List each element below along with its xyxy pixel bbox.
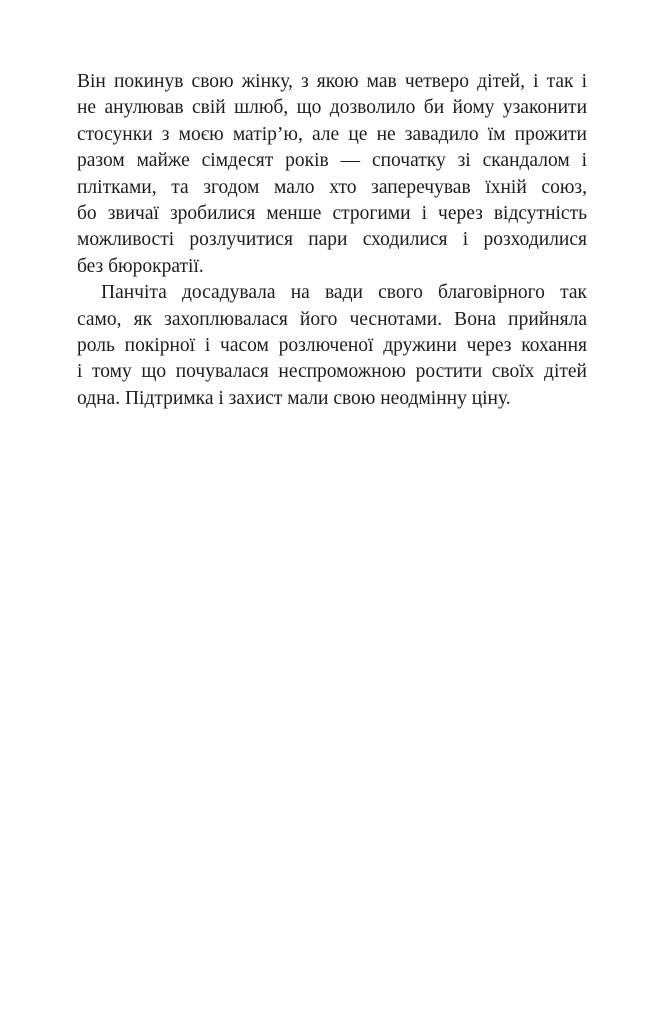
- paragraph-2: [77, 280, 587, 412]
- text-line: роль покірної і часом розлюченої дружини через кохання: [77, 335, 587, 357]
- text-line: стосунки з моєю матір’ю, але це не завадило їм прожити: [77, 123, 587, 145]
- text-line: без бюрократії.: [77, 255, 204, 277]
- text-line: плітками, та згодом мало хто заперечував їхній союз,: [77, 176, 587, 198]
- text-line: і тому що почувалася неспроможною ростити своїх дітей: [77, 361, 587, 383]
- text-line: не анулював свій шлюб, що дозволило би йому узаконити: [77, 97, 587, 119]
- text-line: само, як захоплювалася його чеснотами. Вона прийняла: [77, 308, 587, 330]
- body-text: [77, 69, 587, 412]
- text-line: разом майже сімдесят років — спочатку зі скандалом і: [77, 150, 587, 172]
- text-line: одна. Підтримка і захист мали свою неодмінну ціну.: [77, 387, 511, 409]
- text-line: можливості розлучитися пари сходилися і розходилися: [77, 229, 587, 251]
- paragraph-1: [77, 69, 587, 280]
- text-line: бо звичаї зробилися менше строгими і через відсутність: [77, 203, 587, 225]
- text-line: Він покинув свою жінку, з якою мав четверо дітей, і так і: [77, 71, 587, 92]
- text-line: Панчіта досадувала на вади свого благовірного так: [101, 282, 587, 304]
